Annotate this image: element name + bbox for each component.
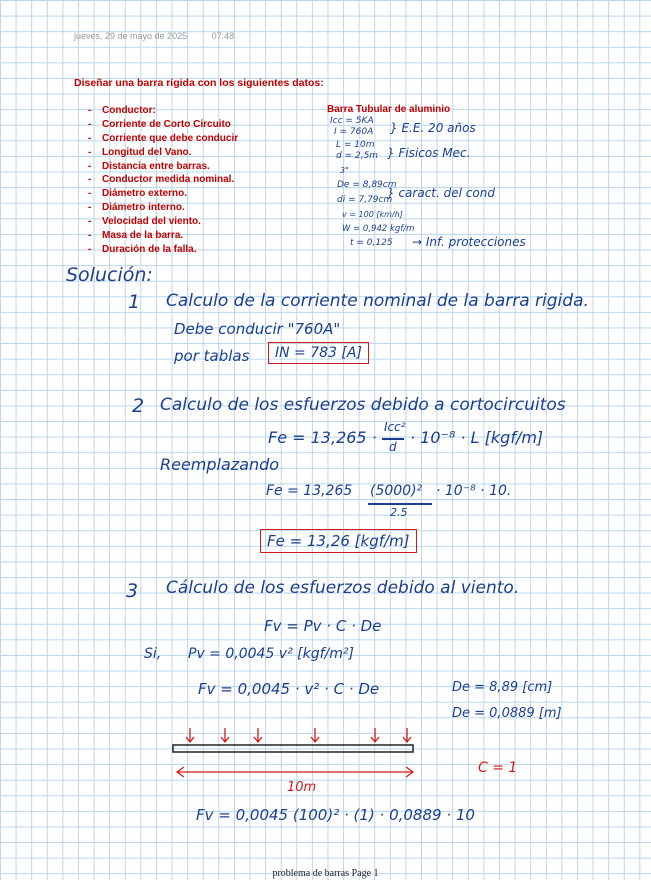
step1-line2: por tablas bbox=[174, 347, 250, 365]
step2-formula-b: · 10⁻⁸ · L [kgf/m] bbox=[410, 428, 544, 447]
step2-formula-den: d bbox=[389, 440, 397, 454]
step2-sub-a: Fe = 13,265 bbox=[266, 483, 353, 499]
list-item: - Corriente de Corto Circuito bbox=[88, 118, 238, 132]
header-time: 07:48 bbox=[211, 31, 235, 41]
given-v: v = 100 [km/h] bbox=[342, 210, 403, 219]
step2-result: Fe = 13,26 [kgf/m] bbox=[260, 529, 417, 553]
span-arrow bbox=[177, 767, 413, 777]
step-number: 3 bbox=[126, 580, 139, 602]
given-inf: → Inf. protecciones bbox=[412, 235, 526, 249]
list-item: - Velocidad del viento. bbox=[88, 215, 238, 229]
step3-de2: De = 0,0889 [m] bbox=[452, 706, 562, 721]
given-ee: } E.E. 20 años bbox=[390, 121, 476, 135]
list-item: - Masa de la barra. bbox=[88, 229, 238, 243]
note-header bbox=[74, 31, 234, 41]
list-item: - Longitud del Vano. bbox=[88, 146, 238, 160]
list-item: - Diámetro externo. bbox=[88, 187, 238, 201]
step3-de1: De = 8,89 [cm] bbox=[452, 680, 553, 695]
bar-body bbox=[173, 745, 413, 752]
step2-sub-b: · 10⁻⁸ · 10. bbox=[436, 483, 512, 499]
step2-formula-num: Icc² bbox=[384, 420, 406, 434]
data-list bbox=[88, 104, 238, 257]
given-i: I = 760A bbox=[334, 127, 374, 137]
step3-title: Cálculo de los esfuerzos debido al viento. bbox=[166, 578, 520, 598]
step3-f2: Fv = 0,0045 · v² · C · De bbox=[198, 680, 380, 698]
task-title: Diseñar una barra rígida con los siguientes datos: bbox=[74, 77, 324, 89]
fraction-bar bbox=[368, 503, 432, 505]
step3-span: 10m bbox=[287, 780, 317, 795]
step2-sub-num: (5000)² bbox=[370, 483, 423, 499]
step3-si: Si, bbox=[144, 646, 162, 662]
step1-title: Calculo de la corriente nominal de la barra rigida. bbox=[166, 291, 589, 311]
solution-label: Solución: bbox=[66, 264, 153, 286]
list-item: - Conductor: bbox=[88, 104, 238, 118]
list-item: - Conductor medida nominal. bbox=[88, 173, 238, 187]
step-number: 2 bbox=[132, 395, 145, 417]
wind-arrows bbox=[186, 728, 411, 742]
given-w: W = 0,942 kgf/m bbox=[342, 224, 415, 234]
given-fis: } Fisicos Mec. bbox=[387, 146, 471, 160]
given-di: di = 7,79cm bbox=[337, 195, 393, 205]
bar-diagram bbox=[165, 722, 425, 784]
page-footer: problema de barras Page 1 bbox=[272, 868, 379, 879]
step2-reemplazando: Reemplazando bbox=[160, 455, 280, 474]
list-item: - Corriente que debe conducir bbox=[88, 132, 238, 146]
given-t: t = 0,125 bbox=[350, 238, 393, 248]
given-l: L = 10m bbox=[336, 140, 375, 150]
step2-formula-a: Fe = 13,265 · bbox=[268, 428, 377, 447]
given-d: d = 2,5m bbox=[336, 151, 379, 161]
step-number: 1 bbox=[128, 291, 141, 313]
step2-sub-den: 2.5 bbox=[390, 506, 408, 519]
step3-c: C = 1 bbox=[478, 760, 518, 776]
given-caract: } caract. del cond bbox=[387, 186, 495, 200]
given-de: De = 8,89cm bbox=[337, 180, 397, 190]
given-icc: Icc = 5KA bbox=[330, 116, 374, 126]
given-nominal: 3" bbox=[340, 166, 349, 175]
step2-title: Calculo de los esfuerzos debido a cortocircuitos bbox=[160, 395, 566, 415]
step1-result: IN = 783 [A] bbox=[268, 342, 369, 364]
step1-line1: Debe conducir "760A" bbox=[174, 320, 341, 338]
step3-f3: Fv = 0,0045 (100)² · (1) · 0,0889 · 10 bbox=[196, 806, 475, 824]
list-item: - Diámetro interno. bbox=[88, 201, 238, 215]
step3-pv: Pv = 0,0045 v² [kgf/m²] bbox=[188, 646, 354, 662]
bar-type: Barra Tubular de aluminio bbox=[327, 104, 451, 115]
step3-f1: Fv = Pv · C · De bbox=[264, 617, 382, 635]
header-date: jueves, 29 de mayo de 2025 bbox=[74, 31, 188, 41]
list-item: - Duración de la falla. bbox=[88, 243, 238, 257]
list-item: - Distancia entre barras. bbox=[88, 160, 238, 174]
